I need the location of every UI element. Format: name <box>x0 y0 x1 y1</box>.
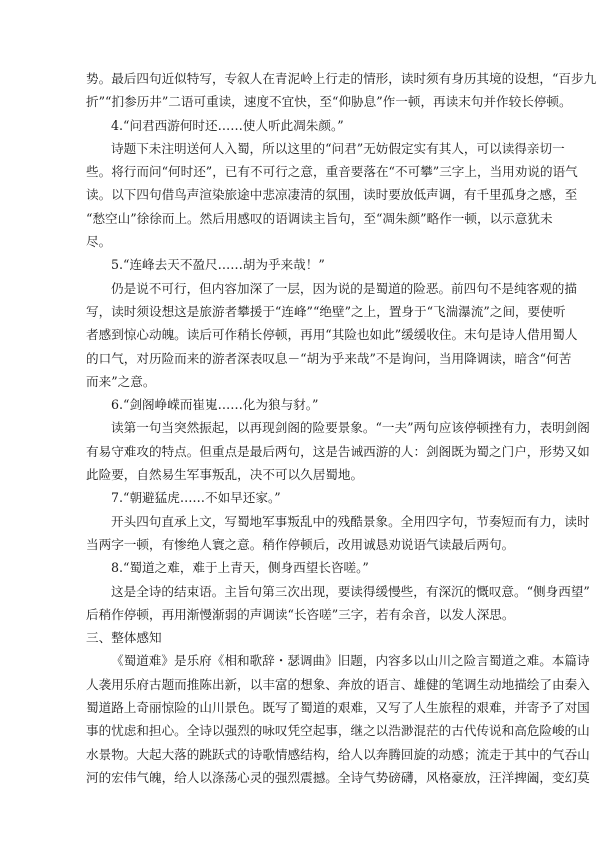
text-line: 水景物。大起大落的跳跃式的诗歌情感结构，给人以奔腾回旋的动感；流走于其中的气吞山 <box>86 746 590 762</box>
text-line: 8.“蜀道之难，难于上青天，侧身西望长咨嗟。” <box>111 560 369 576</box>
text-line: 事的忧虑和担心。全诗以强烈的咏叹凭空起事，继之以浩渺混茫的古代传说和高危险峻的山 <box>86 723 590 739</box>
text-line: 者感到惊心动魄。读后可作稍长停顿，再用“其险也如此”缓缓收住。末句是诗人借用蜀人 <box>86 327 578 343</box>
text-line: 5.“连峰去天不盈尺……胡为乎来哉！” <box>111 257 325 273</box>
text-line: 人袭用乐府古题而推陈出新，以丰富的想象、奔放的语言、雄健的笔调生动地描绘了由秦入 <box>86 676 590 692</box>
text-line: 读。以下四句借鸟声渲染旅途中悲凉凄清的氛围，读时要放低声调，有千里孤身之感，至 <box>86 187 578 203</box>
text-line: “愁空山”徐徐而上。然后用感叹的语调读主旨句，至“凋朱颜”略作一顿，以示意犹未 <box>86 210 553 226</box>
text-line: 蜀道路上奇丽惊险的山川景色。既写了蜀道的艰难，又写了人生旅程的艰难，并寄予了对国 <box>86 700 590 716</box>
text-line: 河的宏伟气魄，给人以涤荡心灵的强烈震撼。全诗气势磅礴，风格豪放，汪洋捭阖，变幻莫 <box>86 769 590 785</box>
text-line: 《蜀道难》是乐府《相和歌辞・瑟调曲》旧题，内容多以山川之险言蜀道之难。本篇诗 <box>111 653 590 669</box>
text-line: 这是全诗的结束语。主旨句第三次出现，要读得缓慢些，有深沉的慨叹意。“侧身西望” <box>111 583 590 599</box>
text-line: 读第一句当突然振起，以再现剑阁的险要景象。“一夫”两句应该停顿挫有力，表明剑阁 <box>111 420 590 436</box>
document-page <box>86 67 596 789</box>
text-line: 有易守难攻的特点。但重点是最后两句，这是告诫西游的人：剑阁既为蜀之门户，形势又如 <box>86 443 590 459</box>
text-line: 4.“问君西游何时还……使人听此凋朱颜。” <box>111 117 344 133</box>
text-line: 尽。 <box>86 234 112 250</box>
text-line: 6.“剑阁峥嵘而崔嵬……化为狼与豺。” <box>111 397 319 413</box>
text-line: 仍是说不可行，但内容加深了一层，因为说的是蜀道的险恶。前四句不是纯客观的描 <box>111 280 577 296</box>
text-line: 折”“扪参历井”二语可重读，速度不宜快，至“仰胁息”作一顿，再读末句并作较长停顿。 <box>86 94 572 110</box>
text-line: 写，读时须设想这是旅游者攀援于“连峰”“绝壁”之上，置身于“飞湍瀑流”之间，要使听 <box>86 303 566 319</box>
text-line: 的口气，对历险而来的游者深表叹息－“胡为乎来哉”不是询问，当用降调读，暗含“何苦 <box>86 350 572 366</box>
text-line: 三、整体感知 <box>86 630 162 646</box>
text-line: 当两字一顿，有惨绝人寰之意。稍作停顿后，改用诚恳劝说语气读最后两句。 <box>86 536 515 552</box>
text-line: 开头四句直承上文，写蜀地军事叛乱中的残酷景象。全用四字句，节奏短而有力，读时 <box>111 513 590 529</box>
text-line: 而来”之意。 <box>86 373 156 389</box>
text-line: 7.“朝避猛虎……不如早还家。” <box>111 490 281 506</box>
text-line: 诗题下未注明送何人入蜀，所以这里的“问君”无妨假定实有其人，可以读得亲切一 <box>111 140 565 156</box>
text-line: 后稍作停顿，再用渐慢渐弱的声调读“长咨嗟”三字，若有余音，以发人深思。 <box>86 606 515 622</box>
text-line: 些。将行而问“何时还”，已有不可行之意，重音要落在“不可攀”三字上，当用劝说的语气 <box>86 164 578 180</box>
text-line: 势。最后四句近似特写，专叙人在青泥岭上行走的情形，读时须有身历其境的设想，“百步九 <box>86 71 596 86</box>
text-line: 此险要，自然易生军事叛乱，决不可以久居蜀地。 <box>86 467 364 483</box>
